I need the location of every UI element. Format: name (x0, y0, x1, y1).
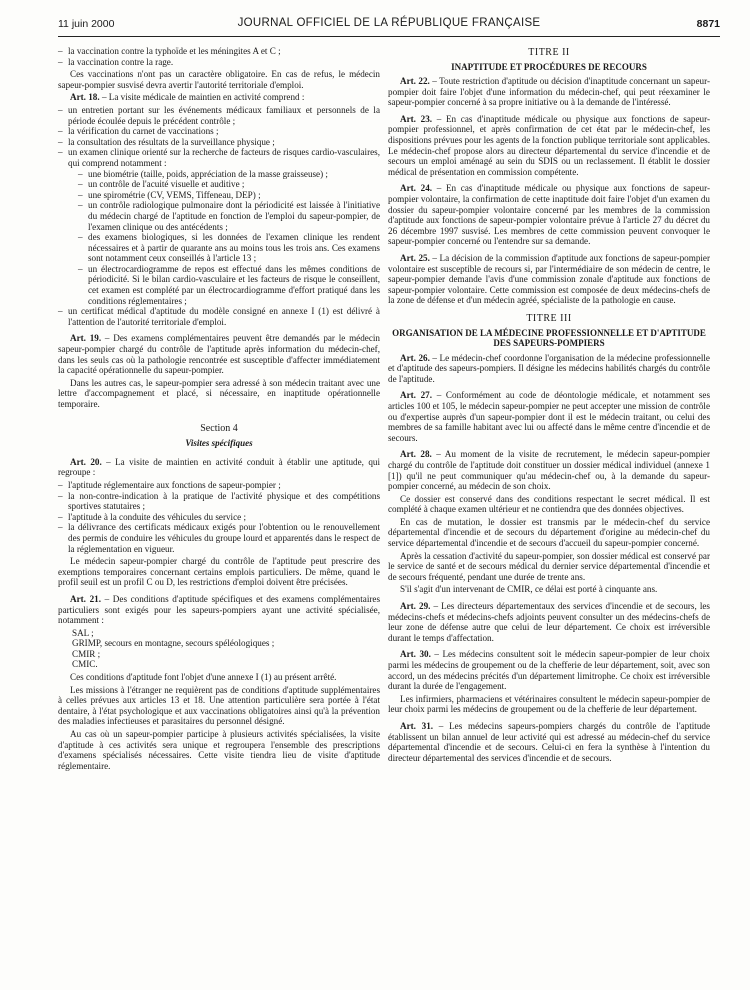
article-text: – En cas d'inaptitude médicale ou physique aux fonctions de sapeur-pompier volontaire, la confirmation de cette inaptitude doit faire l'objet d'un examen du dossier du sapeur-pompier volontaire concerné par les membres de la commission d'aptitude aux fonctions de sapeur-pompier volontaire prévue à l'article 27 du décret du 26 décembre 1997 susvisé. Les membres de cette commission peuvent convoquer le sapeur-pompier concerné ou l'entendre sur sa demande. (388, 183, 710, 247)
article-text: – La visite médicale de maintien en activité comprend : (99, 92, 305, 103)
journal-title: JOURNAL OFFICIEL DE LA RÉPUBLIQUE FRANÇAISE (237, 17, 541, 29)
article-text: – En cas d'inaptitude médicale ou physique aux fonctions de sapeur-pompier professionnel, et après confirmation de cet état par le médecin-chef, les dispositions prévues pour les agents de la fonction publique territoriale sont applicables. Le médecin-chef propose alors au directeur départemental du service d'incendie et de secours un emploi aménagé au sein du SDIS ou un reclassement. Il établit le dossier médical de présentation en commission compétente. (388, 113, 710, 177)
paragraph: Après la cessation d'activité du sapeur-pompier, son dossier médical est conservé par le service de santé et de secours médical du dernier service départemental d'incendie et de secours fréquenté, pendant une durée de trente ans. (388, 550, 710, 582)
list-item: – la vérification du carnet de vaccinations ; (58, 126, 380, 137)
title-name: ORGANISATION DE LA MÉDECINE PROFESSIONNELLE ET D'APTITUDE DES SAPEURS-POMPIERS (392, 327, 706, 349)
list-item: – un entretien portant sur les événements médicaux familiaux et personnels de la période écoulée depuis le précédent contrôle ; (58, 105, 380, 126)
article-label: Art. 20. (70, 456, 102, 467)
list-item: – la vaccination contre la typhoïde et les méningites A et C ; (58, 46, 380, 57)
article-text: – Les médecins consultent soit le médecin sapeur-pompier de leur choix parmi les médecins de groupement ou de la chefferie de leur département, soit, avec son accord, un des médecins précités d'un département limitrophe. Ce choix est irréversible durant la durée de l'engagement. (388, 649, 710, 692)
paragraph: En cas de mutation, le dossier est transmis par le médecin-chef du service départemental d'incendie et de secours du département d'origine au médecin-chef du service départemental d'incendie et de secours d'accueil du sapeur-pompier concerné. (388, 516, 710, 549)
list-item: – un électrocardiogramme de repos est effectué dans les mêmes conditions de périodicité. Si le bilan cardio-vasculaire et les facteurs de risque le conseillent, cet examen est complété par un électrocardiogramme d'effort pratiqué dans les conditions réglementaires ; (78, 264, 380, 306)
article-23 (388, 114, 710, 178)
article-25 (388, 253, 710, 306)
paragraph: Les infirmiers, pharmaciens et vétérinaires consultent le médecin sapeur-pompier de leur choix parmi les médecins de groupement ou de la chefferie de leur département. (388, 693, 710, 715)
article-label: Art. 18. (70, 92, 100, 103)
article-label: Art. 24. (400, 183, 433, 194)
article-text: – Des examens complémentaires peuvent être demandés par le médecin sapeur-pompier chargé du contrôle de l'aptitude après information du médecin-chef, dans les seuls cas où la pathologie rencontrée est susceptible d'affecter immédiatement la capacité opérationnelle du sapeur-pompier. (58, 333, 380, 376)
list-item: – un contrôle de l'acuité visuelle et auditive ; (78, 179, 380, 190)
list-item: – des examens biologiques, si les données de l'examen clinique les rendent nécessaires et à partir de quarante ans au moins tous les trois ans. Ces examens sont notamment ceux conseillés à l'article 13 ; (78, 232, 380, 264)
article-27 (388, 390, 710, 443)
article-22 (388, 76, 710, 108)
section-heading: Section 4 (200, 422, 238, 434)
list-item: GRIMP, secours en montagne, secours spéléologiques ; (72, 638, 275, 649)
list-item (58, 147, 380, 306)
article-label: Art. 25. (400, 253, 430, 263)
list-item: – la non-contre-indication à la pratique de l'activité physique et des compétitions sportives statutaires ; (58, 491, 380, 512)
art18-sublist (68, 169, 380, 307)
paragraph: S'il s'agit d'un intervenant de CMIR, ce délai est porté à cinquante ans. (400, 584, 658, 595)
list-item: – la délivrance des certificats médicaux exigés pour l'obtention ou le renouvellement des permis de conduire les véhicules du groupe lourd et apparentés dans le respect de la réglementation en vigueur. (58, 522, 380, 554)
art18-list (58, 105, 380, 327)
right-column (388, 46, 710, 765)
list-item: – un certificat médical d'aptitude du modèle consigné en annexe I (1) est délivré à l'attention de l'autorité territoriale d'emploi. (58, 306, 380, 327)
paragraph: Ces vaccinations n'ont pas un caractère obligatoire. En cas de refus, le médecin sapeur-pompier susvisé devra avertir l'autorité territoriale d'emploi. (58, 69, 380, 90)
list-item-text: un examen clinique orienté sur la recherche de facteurs de risques cardio-vasculaires, qui comprend notamment : (68, 147, 380, 168)
article-29 (388, 601, 710, 643)
article-20 (58, 457, 380, 478)
article-label: Art. 27. (400, 390, 433, 401)
article-label: Art. 23. (400, 113, 433, 124)
article-label: Art. 22. (400, 76, 430, 87)
article-label: Art. 29. (400, 601, 431, 612)
paragraph: Ces conditions d'aptitude font l'objet d'une annexe I (1) au présent arrêté. (70, 672, 337, 683)
article-text: – Les médecins sapeurs-pompiers chargés du contrôle de l'aptitude établissent un bilan annuel de leur activité qui est adressé au médecin-chef du service départemental d'incendie et de secours. Celui-ci en fera la synthèse à l'intention du directeur départemental des services d'incendie et de secours. (388, 720, 710, 763)
article-24 (388, 183, 710, 247)
list-item: CMIR ; (72, 648, 101, 659)
article-28 (388, 449, 710, 491)
paragraph: Les missions à l'étranger ne requièrent pas de conditions d'aptitude supplémentaires à celles prévues aux articles 13 et 18. Une attention particulière sera portée à l'état dentaire, à l'état psychologique et aux vaccinations obligatoires ainsi qu'à la prévention des maladies infectieuses et parasitaires du personnel désigné. (58, 684, 380, 727)
article-21 (58, 594, 380, 626)
article-text: – Des conditions d'aptitude spécifiques et des examens complémentaires particuliers sont exigés pour les sapeurs-pompiers ayant une activité spécialisée, notamment : (58, 593, 380, 626)
article-text: – Les directeurs départementaux des services d'incendie et de secours, les médecins-chefs et médecins-chefs adjoints peuvent consulter un des médecins-chefs de leur zone de défense autre que celui de leur département. Ce choix est irréversible durant le temps d'affectation. (388, 601, 710, 643)
vaccination-list (58, 46, 380, 67)
article-text: – Le médecin-chef coordonne l'organisation de la médecine professionnelle et d'aptitude des sapeurs-pompiers. Il désigne les médecins habilités chargés du contrôle de l'aptitude. (388, 352, 710, 384)
paragraph: Dans les autres cas, le sapeur-pompier sera adressé à son médecin traitant avec une lettre d'accompagnement et placé, si nécessaire, en inaptitude opérationnelle temporaire. (58, 377, 380, 409)
header-date: 11 juin 2000 (58, 18, 115, 30)
list-item: – une biométrie (taille, poids, appréciation de la masse graisseuse) ; (78, 169, 380, 180)
article-31 (388, 721, 710, 763)
list-item: – un contrôle radiologique pulmonaire dont la périodicité est laissée à l'initiative du médecin chargé de l'aptitude en fonction de l'emploi du sapeur-pompier, de l'examen clinique ou des antécédents ; (78, 200, 380, 232)
list-item: CMIC. (72, 659, 98, 670)
list-item: – l'aptitude à la conduite des véhicules du service ; (58, 512, 380, 523)
article-text: – Au moment de la visite de recrutement, le médecin sapeur-pompier chargé du contrôle de l'aptitude doit constituer un dossier médical individuel (annexe 1 [1]) qu'il ne peut communiquer qu'au médecin-chef ou, à la demande du sapeur-pompier concerné, au médecin de son choix. (388, 449, 710, 492)
article-text: – La visite de maintien en activité conduit à établir une aptitude, qui regroupe : (58, 456, 381, 478)
activity-list (58, 628, 380, 670)
article-label: Art. 28. (400, 449, 432, 460)
article-26 (388, 353, 710, 385)
article-label: Art. 31. (400, 720, 434, 731)
title-heading: TITRE III (526, 312, 572, 324)
article-label: Art. 21. (70, 593, 101, 604)
art20-list (58, 480, 380, 554)
header-rule (58, 36, 720, 37)
list-item: – la consultation des résultats de la surveillance physique ; (58, 137, 380, 148)
paragraph: Le médecin sapeur-pompier chargé du contrôle de l'aptitude peut prescrire des exemptions temporaires concernant certains emplois particuliers. De même, quand le profil seuil est un profil C ou D, les restrictions d'emploi doivent être précisées. (58, 556, 380, 588)
title-heading: TITRE II (528, 47, 570, 58)
article-label: Art. 26. (400, 352, 430, 363)
list-item: – une spirométrie (CV, VEMS, Tiffeneau, DEP) ; (78, 190, 380, 201)
article-text: – La décision de la commission d'aptitude aux fonctions de sapeur-pompier volontaire est susceptible de recours si, par l'intermédiaire de son médecin de centre, le sapeur-pompier demande l'avis d'une commission zonale d'aptitude aux fonctions de sapeur-pompier volontaire. Cette commission est composée de deux médecins-chefs de la zone de défense et d'un médecin agréé, spécialiste de la pathologie en cause. (388, 253, 711, 306)
paragraph: Au cas où un sapeur-pompier participe à plusieurs activités spécialisées, la visite d'aptitude à ces activités sera unique et regroupera l'ensemble des prescriptions d'examens spécialisés nécessaires. Cette visite tiendra lieu de visite d'aptitude réglementaire. (58, 729, 380, 771)
paragraph: Ce dossier est conservé dans des conditions respectant le secret médical. Il est complété à chaque examen ultérieur et ne contiendra que des données objectives. (388, 493, 710, 515)
article-label: Art. 30. (400, 649, 431, 660)
title-name: INAPTITUDE ET PROCÉDURES DE RECOURS (451, 61, 647, 72)
left-column (58, 46, 380, 773)
section-title: Visites spécifiques (185, 438, 253, 449)
page-number: 8871 (696, 18, 720, 30)
article-text: – Conformément au code de déontologie médicale, et notamment ses articles 100 et 105, le médecin sapeur-pompier ne peut accepter une mission de contrôle ou d'expertise auprès d'un sapeur-pompier dont il est le médecin traitant, ou celui des membres de sa famille habitant avec lui ou affecté dans le même centre d'incendie et de secours. (388, 390, 710, 443)
article-30 (388, 649, 710, 691)
list-item: SAL ; (72, 627, 94, 638)
list-item: – la vaccination contre la rage. (58, 57, 380, 68)
article-text: – Toute restriction d'aptitude ou décision d'inaptitude concernant un sapeur-pompier doit faire l'objet d'une information du médecin-chef, qui peut réexaminer le sapeur-pompier concerné à sa propre initiative ou à la demande de l'intéressé. (388, 76, 710, 108)
article-19 (58, 333, 380, 375)
article-18 (58, 92, 380, 103)
page-header (58, 14, 720, 36)
article-label: Art. 19. (70, 333, 102, 344)
list-item: – l'aptitude réglementaire aux fonctions de sapeur-pompier ; (58, 480, 380, 491)
